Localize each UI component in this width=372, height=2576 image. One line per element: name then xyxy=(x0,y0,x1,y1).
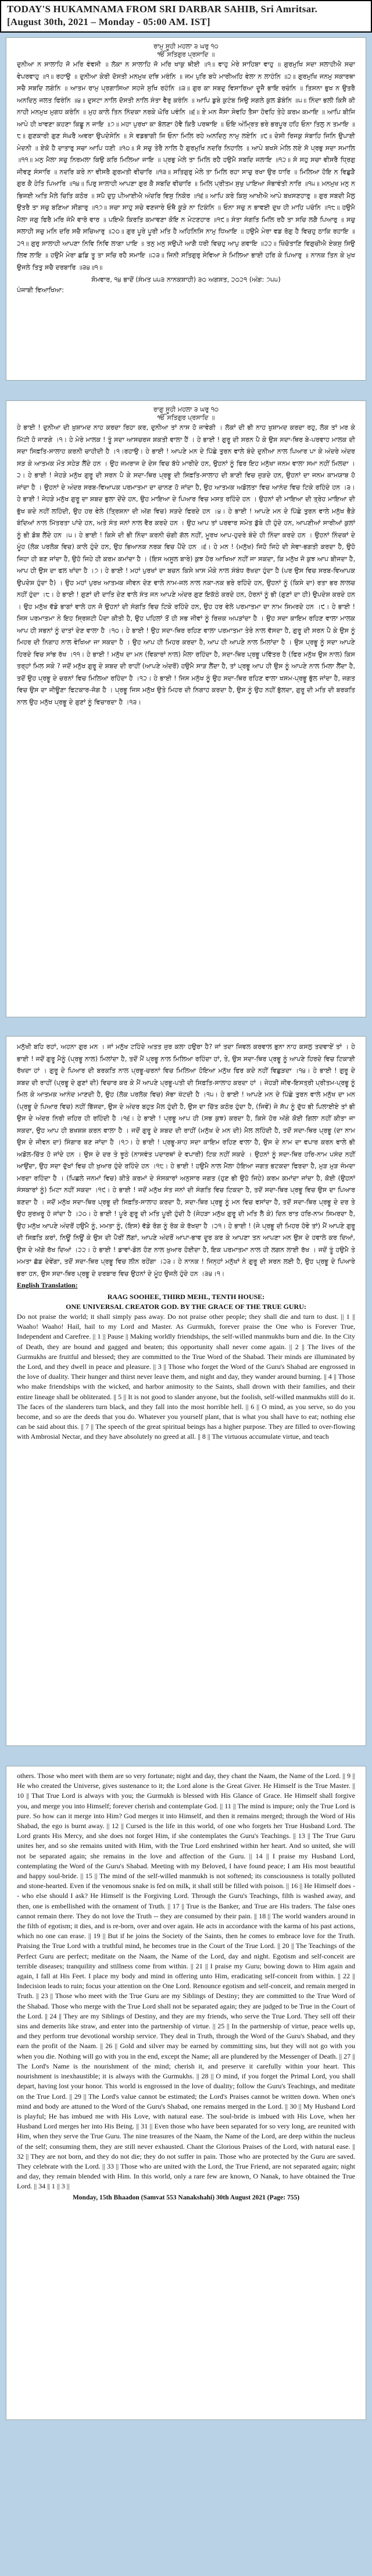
panel-gurbani xyxy=(6,37,366,381)
english-translation-continued: others. Those who meet with them are so very fortunate; night and day, they chant the Naam, the Name of the Lord. || 9 || He who created the Universe, gives sustenance to it; the Lord alone is the Great Giver. He Himself is the True Master. || 10 || That True Lord is always with you; the Gurmukh is blessed with His Glance of Grace. He Himself shall forgive you, and merge you into Himself; forever cherish and contemplate God. || 11 || The mind is impure; only the True Lord is pure. So how can it merge into Him? God merges it into Himself, and then it remains merged; through the Word of His Shabad, the ego is burnt away. || 12 || Cursed is the life in this world, of one who forgets her True Husband Lord. The Lord grants His Mercy, and she does not forget Him, if she contemplates the Guru's Teachings. || 13 || The True Guru unites her, and so she remains united with Him, with the True Lord enshrined within her heart. And so united, she will not be separated again; she remains in the love and affection of the Guru. || 14 || I praise my Husband Lord, contemplating the Word of the Guru's Shabad. Meeting with my Beloved, I have found peace; I am His most beautiful and happy soul-bride. || 15 || The mind of the self-willed manmukh is not softened; its consciousness is totally polluted and stone-hearted. Even if the venomous snake is fed on milk, it shall still be filled with poison. || 16 || He Himself does -- who else should I ask? He Himself is the Forgiving Lord. Through the Guru's Teachings, filth is washed away, and then, one is embellished with the ornament of Truth. || 17 || True is the Banker, and True are His traders. The false ones cannot remain there. They do not love the Truth -- they are consumed by their pain. || 18 || The world wanders around in the filth of egotism; it dies, and is re-born, over and over again. He acts in accordance with the karma of his past actions, which no one can erase. || 19 || But if he joins the Society of the Saints, then he comes to embrace love for the Truth. Praising the True Lord with a truthful mind, he becomes true in the Court of the True Lord. || 20 || The Teachings of the Perfect Guru are perfect; meditate on the Naam, the Name of the Lord, day and night. Egotism and self-conceit are terrible diseases; tranquility and stillness come from within. || 21 || I praise my Guru; bowing down to Him again and again, I fall at His Feet. I place my body and mind in offering unto Him, eradicating self-conceit from within. || 22 || Indecision leads to ruin; focus your attention on the One Lord. Renounce egotism and self-conceit, and remain merged in Truth. || 23 || Those who meet with the True Guru are my Siblings of Destiny; they are committed to the True Word of the Shabad. Those who merge with the True Lord shall not be separated again; they are judged to be True in the Court of the Lord. || 24 || They are my Siblings of Destiny, and they are my friends, who serve the True Lord. They sell off their sins and demerits like straw, and enter into the partnership of virtue. || 25 || In the partnership of virtue, peace wells up, and they perform true devotional worship service. They deal in Truth, through the Word of the Guru's Shabad, and they earn the profit of the Naam. || 26 || Gold and silver may be earned by committing sins, but they will not go with you when you die. Nothing will go with you in the end, except the Name; all are plundered by the Messenger of Death. || 27 || The Lord's Name is the nourishment of the mind; cherish it, and preserve it carefully within your heart. This nourishment is inexhaustible; it is always with the Gurmukhs. || 28 || O mind, if you forget the Primal Lord, you shall depart, having lost your honor. This world is engrossed in the love of duality; follow the Guru's Teachings, and meditate on the True Lord. || 29 || The Lord's value cannot be estimated; the Lord's Praises cannot be written down. When one's mind and body are attuned to the Word of the Guru's Shabad, one remains merged in the Lord. || 30 || My Husband Lord is playful; He has imbued me with His Love, with natural ease. The soul-bride is imbued with His Love, when her Husband Lord merges her into His Being. || 31 || Even those who have been separated for so very long, are reunited with Him, when they serve the True Guru. The nine treasures of the Naam, the Name of the Lord, are deep within the nucleus of the self; consuming them, they are still never exhausted. Chant the Glorious Praises of the Lord, with natural ease. || 32 || They are not born, and they do not die; they do not suffer in pain. Those who are protected by the Guru are saved. They celebrate with the Lord. || 33 || Those who are united with the Lord, the True Friend, are not separated again; night and day, they remain blended with Him. In this world, only a rare few are known, O Nanak, to have obtained the True Lord. || 34 || 1 || 3 || xyxy=(17,1772,355,2191)
english-translation-text: Do not praise the world; it shall simply pass away. Do not praise other people; they shall die and turn to dust. || 1 || Waaho! Waaho! Hail, hail to my Lord and Master. As Gurmukh, forever praise the One who is Forever True, Independent and Carefree. || 1 || Pause || Making worldly friendships, the self-willed manmukhs burn and die. In the City of Death, they are bound and gagged and beaten; this opportunity shall never come again. || 2 || The lives of the Gurmukhs are fruitful and blessed; they are committed to the True Word of the Shabad. Their minds are illuminated by the Lord, and they dwell in peace and pleasure. || 3 || Those who forget the Word of the Guru's Shabad are engrossed in the love of duality. Their hunger and thirst never leave them, and night and day, they wander around burning. || 4 || Those who make friendships with the wicked, and harbor animosity to the Saints, shall drown with their families, and their entire lineage shall be obliterated. || 5 || It is not good to slander anyone, but the foolish, self-willed manmukhs still do it. The faces of the slanderers turn black, and they fall into the most horrible hell. || 6 || O mind, as you serve, so do you become, and so are the deeds that you do. Whatever you yourself plant, that is what you shall have to eat; nothing else can be said about this. || 7 || The speech of the great spiritual beings has a higher purpose. They are filled to over-flowing with Ambrosial Nectar, and they have absolutely no greed at all. || 8 || The virtuous accumulate virtue, and teach xyxy=(17,1312,355,1441)
raag-heading-2: ਰਾਗੁ ਸੂਹੀ ਮਹਲਾ ੩ ਘਰੁ ੧੦ xyxy=(153,406,219,413)
panel-punjabi-explanation xyxy=(6,400,366,1017)
panel-explanation-continued xyxy=(6,1036,366,1746)
punjabi-explanation-text xyxy=(17,422,355,708)
page-date: [August 30th, 2021 – Monday - 05:00 AM. IST] xyxy=(7,16,210,27)
hukamnama-header xyxy=(0,0,372,33)
mool-mantar-line-2: ੴ ਸਤਿਗੁਰ ਪ੍ਰਸਾਦਿ ॥ xyxy=(157,414,215,421)
explanation-paragraph-2: ਮਨੁੱਖੀ ਬਹਿ ਰਹਾਂ, ਅਹਨਾ ਗੁਰ ਮਨ । ਜਾਂ ਮਨੁੱਖ ਟਹਿੰਦੇ ਅਤਤ ਜੁਰ ਕਲਾ ਹਉਰਾ ਹੈ? ਜਾਂ ਤਦਾ ਜਿਵਲ ਕਰਵਾਲ ਭੁਨਾ ਨਾਹ ਕਸਲੁ ਤਦਵਾਏਂ ਤਾਂ । ਹੇ ਭਾਈ ! ਜਦੋਂ ਗੁਰੂ ਮੈਨੂੰ (ਪ੍ਰਭੂ ਨਾਲ) ਮਿਲਾਂਦਾ ਹੈ, ਤਦੋਂ ਮੈਂ ਪ੍ਰਭੂ ਨਾਲ ਮਿਲਿਆ ਰਹਿੰਦਾ ਹਾਂ, ਤੇ, ਉਸ ਸਦਾ-ਥਿਰ ਪ੍ਰਭੂ ਨੂੰ ਆਪਣੇ ਹਿਰਦੇ ਵਿਚ ਟਿਕਾਈ ਰੱਖਦਾ ਹਾਂ । ਗੁਰੂ ਦੇ ਪਿਆਰ ਦੀ ਬਰਕਤਿ ਨਾਲ ਪ੍ਰਭੂ-ਚਰਨਾਂ ਵਿਚ ਮਿਲਿਆ ਹੋਇਆ ਮਨੁੱਖ ਫਿਰ ਕਦੇ ਨਹੀਂ ਵਿਛੁੜਦਾ ।੧੪। ਹੇ ਭਾਈ ! ਗੁਰੂ ਦੇ ਸ਼ਬਦ ਦੀ ਰਾਹੀਂ (ਪ੍ਰਭੂ ਦੇ ਗੁਣਾਂ ਦੀ) ਵਿਚਾਰ ਕਰ ਕੇ ਮੈਂ ਆਪਣੇ ਪ੍ਰਭੂ-ਪਤੀ ਦੀ ਸਿਫ਼ਤਿ-ਸਾਲਾਹ ਕਰਦਾ ਹਾਂ । ਜੇਹੜੀ ਜੀਵ-ਇਸਤ੍ਰੀ ਪ੍ਰੀਤਮ-ਪ੍ਰਭੂ ਨੂੰ ਮਿਲ ਕੇ ਆਤਮਕ ਆਨੰਦ ਮਾਣਦੀ ਹੈ, ਉਹ (ਲੋਕ ਪਰਲੋਕ ਵਿਚ) ਸੋਭਾ ਖੱਟਦੀ ਹੈ ।੧੫। ਹੇ ਭਾਈ ! ਆਪਣੇ ਮਨ ਦੇ ਪਿੱਛੇ ਤੁਰਨ ਵਾਲੇ ਮਨੁੱਖ ਦਾ ਮਨ (ਪ੍ਰਭੂ ਦੇ ਪਿਆਰ ਵਿਚ) ਨਹੀਂ ਭਿੱਜਦਾ, ਉਸ ਦੇ ਅੰਦਰ ਬਹੁਤ ਮੈਲ ਹੁੰਦੀ ਹੈ, ਉਸ ਦਾ ਚਿੱਤ ਕਠੋਰ ਹੁੰਦਾ ਹੈ, (ਜਿਵੇਂ) ਜੇ ਸੱਪ ਨੂੰ ਦੁੱਧ ਭੀ ਪਿਲਾਈਏ ਤਾਂ ਭੀ ਉਸ ਦੇ ਅੰਦਰ ਨਿਰੀ ਜ਼ਹਿਰ ਹੀ ਰਹਿੰਦੀ ਹੈ ।੧੬। ਹੇ ਭਾਈ ! ਪ੍ਰਭੂ ਆਪ ਹੀ (ਸਭ ਕੁਝ) ਕਰਦਾ ਹੈ, ਕਿਸੇ ਹੋਰ ਅੱਗੇ ਕੋਈ ਗਿਲਾ ਨਹੀਂ ਕੀਤਾ ਜਾ ਸਕਦਾ, ਉਹ ਆਪ ਹੀ ਬਖ਼ਸ਼ਸ਼ ਕਰਨ ਵਾਲਾ ਹੈ । ਜਦੋਂ ਗੁਰੂ ਦੇ ਸ਼ਬਦ ਦੀ ਰਾਹੀਂ (ਮਨੁੱਖ ਦੇ ਮਨ ਦੀ) ਮੈਲ ਲਹਿੰਦੀ ਹੈ, ਤਦੋਂ ਸਦਾ-ਥਿਰ ਪ੍ਰਭੂ (ਦਾ ਨਾਮ ਉਸ ਦੇ ਜੀਵਨ ਦਾ) ਸਿੰਗਾਰ ਬਣ ਜਾਂਦਾ ਹੈ ।੧੭। ਹੇ ਭਾਈ ! ਪ੍ਰਭੂ-ਸ਼ਾਹ ਸਦਾ ਕਾਇਮ ਰਹਿਣ ਵਾਲਾ ਹੈ, ਉਸ ਦੇ ਨਾਮ ਦਾ ਵਪਾਰ ਕਰਨ ਵਾਲੇ ਭੀ ਅਡੋਲ-ਚਿੱਤ ਹੋ ਜਾਂਦੇ ਹਨ । ਉਸ ਦੇ ਦਰ ਤੇ ਝੂਠੇ (ਨਾਸਵੰਤ ਪਦਾਰਥਾਂ ਦੇ ਵਪਾਰੀ) ਟਿਕ ਨਹੀਂ ਸਕਦੇ । ਉਹਨਾਂ ਨੂੰ ਸਦਾ-ਥਿਰ ਹਰਿ-ਨਾਮ ਪਸੰਦ ਨਹੀਂ ਆਉਂਦਾ, ਉਹ ਸਦਾ ਦੁੱਖਾਂ ਵਿਚ ਹੀ ਖ਼ੁਆਰ ਹੁੰਦੇ ਰਹਿੰਦੇ ਹਨ ।੧੮। ਹੇ ਭਾਈ ! ਹਉਮੈ ਨਾਲ ਮੈਲਾ ਹੋਇਆ ਜਗਤ ਭਟਕਦਾ ਫਿਰਦਾ ਹੈ, ਮੁੜ ਮੁੜ ਜੰਮਦਾ ਮਰਦਾ ਰਹਿੰਦਾ ਹੈ । (ਪਿਛਲੇ ਜਨਮਾਂ ਵਿਚ) ਕੀਤੇ ਕਰਮਾਂ ਦੇ ਸੰਸਕਾਰਾਂ ਅਨੁਸਾਰ ਜਗਤ (ਹੁਣ ਭੀ ਉਹੋ ਜਿਹੇ) ਕਰਮ ਕਮਾਂਦਾ ਜਾਂਦਾ ਹੈ, ਕੋਈ (ਉਹਨਾਂ ਸੰਸਕਾਰਾਂ ਨੂੰ) ਮਿਟਾ ਨਹੀਂ ਸਕਦਾ ।੧੯। ਹੇ ਭਾਈ ! ਜਦੋਂ ਮਨੁੱਖ ਸੰਤ ਜਨਾਂ ਦੀ ਸੰਗਤਿ ਵਿਚ ਟਿਕਦਾ ਹੈ, ਤਦੋਂ ਸਦਾ-ਥਿਰ ਪ੍ਰਭੂ ਵਿਚ ਉਸ ਦਾ ਪਿਆਰ ਬਣਦਾ ਹੈ । ਜਦੋਂ ਮਨੁੱਖ ਸਦਾ-ਥਿਰ ਪ੍ਰਭੂ ਦੀ ਸਿਫ਼ਤਿ-ਸਾਲਾਹ ਕਰਦਾ ਹੈ, ਸਦਾ-ਥਿਰ ਪ੍ਰਭੂ ਨੂੰ ਮਨ ਵਿਚ ਵਸਾਂਦਾ ਹੈ, ਤਦੋਂ ਸਦਾ-ਥਿਰ ਪ੍ਰਭੂ ਦੇ ਦਰ ਤੇ ਉਹ ਸੁਰਖ਼ਰੂ ਹੋ ਜਾਂਦਾ ਹੈ ।੨੦। ਹੇ ਭਾਈ ! ਪੂਰੇ ਗੁਰੂ ਦੀ ਮਤਿ ਪੂਰੀ ਹੁੰਦੀ ਹੈ (ਜੇਹੜਾ ਮਨੁੱਖ ਗੁਰੂ ਦੀ ਮਤਿ ਲੈ ਕੇ) ਦਿਨ ਰਾਤ ਹਰਿ-ਨਾਮ ਸਿਮਰਦਾ ਹੈ, ਉਹ ਮਨੁੱਖ ਆਪਣੇ ਅੰਦਰੋਂ ਹਉਮੈ ਨੂੰ, ਮਮਤਾ ਨੂੰ, (ਇਸ) ਵੱਡੇ ਰੋਗ ਨੂੰ ਰੋਕ ਕੇ ਰੱਖਦਾ ਹੈ ।੨੧। ਹੇ ਭਾਈ ! (ਜੇ ਪ੍ਰਭੂ ਦੀ ਮਿਹਰ ਹੋਵੇ ਤਾਂ) ਮੈਂ ਆਪਣੇ ਗੁਰੂ ਦੀ ਸਿਫ਼ਤਿ ਕਰਾਂ, ਨਿਊਂ ਨਿਊਂ ਕੇ ਉਸ ਦੀ ਪੈਰੀਂ ਲੱਗਾਂ, ਆਪਣੇ ਅੰਦਰੋਂ ਆਪਾ-ਭਾਵ ਦੂਰ ਕਰ ਕੇ ਆਪਣਾ ਤਨ ਆਪਣਾ ਮਨ ਉਸ ਦੇ ਹਵਾਲੇ ਕਰ ਦਿਆਂ, ਉਸ ਦੇ ਅੱਗੇ ਰੱਖ ਦਿਆਂ ।੨੨। ਹੇ ਭਾਈ ! ਡਾਵਾਂ-ਡੋਲ ਹੋਣ ਨਾਲ ਖ਼ੁਆਰ ਹੋਈਦਾ ਹੈ, ਇਕ ਪਰਮਾਤਮਾ ਨਾਲ ਹੀ ਲਗਨ ਲਾਈ ਰੱਖ । ਜਦੋਂ ਤੂੰ ਹਉਮੈ ਤੇ ਮਮਤਾ ਛੱਡ ਦੇਵੇਂਗਾ, ਤਦੋਂ ਸਦਾ-ਥਿਰ ਪ੍ਰਭੂ ਵਿਚ ਲੀਨ ਰਹੇਂਗਾ ।੨੩। ਹੇ ਨਾਨਕ ! ਜਿਨ੍ਹਾਂ ਮਨੁੱਖਾਂ ਨੇ ਗੁਰੂ ਦੀ ਸਰਨ ਲਈ ਹੈ, ਉਹ ਪ੍ਰਭੂ ਦੇ ਪਿਆਰੇ ਭਰਾ ਹਨ, ਉਸ ਸਦਾ-ਥਿਰ ਪ੍ਰਭੂ ਦੇ ਦਰਬਾਰ ਵਿਚ ਉਹਨਾਂ ਦੇ ਮੂੰਹ ਉਜਲੇ ਹੁੰਦੇ ਹਨ ।੩੪।੧। xyxy=(17,1043,355,1278)
punjabi-explanation-label: ਪੰਜਾਬੀ ਵਿਆਖਿਆ: xyxy=(17,286,65,294)
english-translation-label: English Translation: xyxy=(17,1281,78,1289)
english-invocation: ONE UNIVERSAL CREATOR GOD. BY THE GRACE OF THE TRUE GURU: xyxy=(66,1303,306,1311)
explanation-paragraph: ਹੇ ਭਾਈ ! ਦੁਨੀਆ ਦੀ ਖ਼ੁਸ਼ਾਮਦ ਨਾਹ ਕਰਦਾ ਰਿਹਾ ਕਰ, ਦੁਨੀਆ ਤਾਂ ਨਾਸ ਹੋ ਜਾਵੇਗੀ । ਲੋਕਾਂ ਦੀ ਭੀ ਨਾਹ ਖੁਸ਼ਾਮਦ ਕਰਦਾ ਰਹੁ, ਲੋਕ ਤਾਂ ਮਰ ਕੇ ਮਿੱਟੀ ਹੋ ਜਾਣਗੇ ।੧। ਹੇ ਮੇਰੇ ਮਾਲਕ ! ਤੂੰ ਸਦਾ ਆਸਚਰਜ ਸ਼ਕਤੀ ਵਾਲਾ ਹੈਂ । ਹੇ ਭਾਈ ! ਗੁਰੂ ਦੀ ਸਰਨ ਪੈ ਕੇ ਉਸ ਸਦਾ-ਥਿਰ ਬੇ-ਪਰਵਾਹ ਮਾਲਕ ਦੀ ਸਦਾ ਸਿਫ਼ਤਿ-ਸਾਲਾਹ ਕਰਨੀ ਚਾਹੀਦੀ ਹੈ ।੧।ਰਹਾਉ। ਹੇ ਭਾਈ ! ਆਪਣੇ ਮਨ ਦੇ ਪਿੱਛੇ ਤੁਰਨ ਵਾਲੇ ਬੰਦੇ ਦੁਨੀਆ ਨਾਲ ਪਿਆਰ ਪਾ ਕੇ ਅੰਦਰੇ ਅੰਦਰ ਸੜ ਕੇ ਆਤਮਕ ਮੌਤ ਸਹੇੜ ਲੈਂਦੇ ਹਨ । ਉਹ ਜਮਰਾਜ ਦੇ ਦੇਸ ਵਿਚ ਬੱਧੇ ਮਾਰੀਦੇ ਹਨ, ਉਹਨਾਂ ਨੂੰ ਫਿਰ ਇਹ ਮਨੁੱਖਾ ਜਨਮ ਵਾਲਾ ਸਮਾ ਨਹੀਂ ਮਿਲਦਾ ।੨। ਹੇ ਭਾਈ ! ਜੇਹੜੇ ਮਨੁੱਖ ਗੁਰੂ ਦੀ ਸਰਨ ਪੈ ਕੇ ਸਦਾ-ਥਿਰ ਪ੍ਰਭੂ ਦੀ ਸਿਫ਼ਤਿ-ਸਾਲਾਹ ਦੀ ਬਾਣੀ ਵਿਚ ਜੁੜਦੇ ਹਨ, ਉਹਨਾਂ ਦਾ ਜਨਮ ਕਾਮਯਾਬ ਹੋ ਜਾਂਦਾ ਹੈ । ਉਹਨਾਂ ਦੇ ਅੰਦਰ ਸਰਬ-ਵਿਆਪਕ ਪਰਮਾਤਮਾ ਦਾ ਚਾਨਣ ਹੋ ਜਾਂਦਾ ਹੈ, ਉਹ ਆਤਮਕ ਅਡੋਲਤਾ ਵਿਚ ਆਨੰਦ ਵਿਚ ਟਿਕੇ ਰਹਿੰਦੇ ਹਨ ।੩। ਹੇ ਭਾਈ ! ਜੇਹੜੇ ਮਨੁੱਖ ਗੁਰੂ ਦਾ ਸ਼ਬਦ ਭੁਲਾ ਦੇਂਦੇ ਹਨ, ਉਹ ਮਾਇਆ ਦੇ ਪਿਆਰ ਵਿਚ ਮਸਤ ਰਹਿੰਦੇ ਹਨ । ਉਹਨਾਂ ਦੀ ਮਾਇਆ ਦੀ ਤ੍ਰੇਹ ਮਾਇਆ ਦੀ ਭੁੱਖ ਕਦੇ ਨਹੀਂ ਲਹਿੰਦੀ, ਉਹ ਹਰ ਵੇਲੇ (ਤ੍ਰਿਸ਼ਨਾ ਦੀ ਅੱਗ ਵਿਚ) ਸੜਦੇ ਫਿਰਦੇ ਹਨ ।੪। ਹੇ ਭਾਈ ! ਆਪਣੇ ਮਨ ਦੇ ਪਿੱਛੇ ਤੁਰਨ ਵਾਲੇ ਮਨੁੱਖ ਭੈੜੇ ਬੰਦਿਆਂ ਨਾਲ ਮਿੱਤਰਤਾ ਪਾਂਦੇ ਹਨ, ਅਤੇ ਸੰਤ ਜਨਾਂ ਨਾਲ ਵੈਰ ਕਰਦੇ ਹਨ । ਉਹ ਆਪ ਤਾਂ ਪਰਵਾਰ ਸਮੇਤ ਡੁੱਬੇ ਹੀ ਹੁੰਦੇ ਹਨ, ਆਪਣੀਆਂ ਸਾਰੀਆਂ ਕੁਲਾਂ ਨੂੰ ਭੀ ਡੋਬ ਲੈਂਦੇ ਹਨ ।੫। ਹੇ ਭਾਈ ! ਕਿਸੇ ਦੀ ਭੀ ਨਿੰਦਾ ਕਰਨੀ ਚੰਗੀ ਗੱਲ ਨਹੀਂ, ਮੂਰਖ ਆਪ-ਹੁਦਰੇ ਬੰਦੇ ਹੀ ਨਿੰਦਾ ਕਰਦੇ ਹਨ । ਉਹਨਾਂ ਨਿੰਦਕਾਂ ਦੇ ਮੂੰਹ (ਲੋਕ ਪਰਲੋਕ ਵਿਚ) ਕਾਲੇ ਹੁੰਦੇ ਹਨ, ਉਹ ਭਿਆਨਕ ਨਰਕ ਵਿਚ ਪੈਂਦੇ ਹਨ ।੬। ਹੇ ਮਨ ! (ਮਨੁੱਖ) ਜਿਹੋ ਜਿਹੇ ਦੀ ਸੇਵਾ-ਭਗਤੀ ਕਰਦਾ ਹੈ, ਉਹੋ ਜਿਹਾ ਹੀ ਬਣ ਜਾਂਦਾ ਹੈ, ਉਹੋ ਜਿਹੇ ਹੀ ਕਰਮ ਕਮਾਂਦਾ ਹੈ । (ਇਸ ਅਸੂਲ ਬਾਰੇ) ਕੁਝ ਹੋਰ ਆਖਿਆ ਨਹੀਂ ਜਾ ਸਕਦਾ, ਕਿ ਮਨੁੱਖ ਜੋ ਕੁਝ ਆਪ ਬੀਜਦਾ ਹੈ, ਆਪ ਹੀ ਉਸ ਦਾ ਫਲ ਖਾਂਦਾ ਹੈ ।੭। ਹੇ ਭਾਈ ! ਮਹਾਂ ਪੁਰਖਾਂ ਦਾ ਬਚਨ ਕਿਸੇ ਖ਼ਾਸ ਮੌਕੇ ਨਾਲ ਸੰਬੰਧ ਰੱਖਦਾ ਹੁੰਦਾ ਹੈ (ਪਰ ਉਸ ਵਿਚ ਸਰਬ-ਵਿਆਪਕ ਉਪਦੇਸ਼ ਹੁੰਦਾ ਹੈ) । ਉਹ ਮਹਾਂ ਪੁਰਖ ਆਤਮਕ ਜੀਵਨ ਦੇਣ ਵਾਲੇ ਨਾਮ-ਜਲ ਨਾਲ ਨਕਾ-ਨਕ ਭਰੇ ਰਹਿੰਦੇ ਹਨ, ਉਹਨਾਂ ਨੂੰ (ਕਿਸੇ ਦਾ) ਰਤਾ ਭਰ ਲਾਲਚ ਨਹੀਂ ਹੁੰਦਾ ।੮। ਹੇ ਭਾਈ ! ਗੁਣਾਂ ਦੀ ਦਾਤਿ ਦੇਣ ਵਾਲੇ ਸੰਤ ਜਨ ਆਪਣੇ ਅੰਦਰ ਗੁਣ ਇਕੱਠੇ ਕਰਦੇ ਹਨ, ਹੋਰਨਾਂ ਨੂੰ ਭੀ (ਗੁਣਾਂ ਦਾ ਹੀ) ਉਪਦੇਸ਼ ਕਰਦੇ ਹਨ । ਉਹ ਮਨੁੱਖ ਵੱਡੇ ਭਾਗਾਂ ਵਾਲੇ ਹਨ ਜੋ ਉਹਨਾਂ ਦੀ ਸੰਗਤਿ ਵਿਚ ਟਿਕੇ ਰਹਿੰਦੇ ਹਨ, ਉਹ ਹਰ ਵੇਲੇ ਪਰਮਾਤਮਾ ਦਾ ਨਾਮ ਸਿਮਰਦੇ ਹਨ ।੯। ਹੇ ਭਾਈ ! ਜਿਸ ਪਰਮਾਤਮਾ ਨੇ ਇਹ ਸ੍ਰਿਸ਼ਟੀ ਪੈਦਾ ਕੀਤੀ ਹੈ, ਉਹ ਪਹਿਲਾਂ ਤੋਂ ਹੀ ਸਭ ਜੀਵਾਂ ਨੂੰ ਰਿਜ਼ਕ ਅਪੜਾਂਦਾ ਹੈ । ਉਹ ਸਦਾ ਕਾਇਮ ਰਹਿਣ ਵਾਲਾ ਮਾਲਕ ਆਪ ਹੀ ਸਭਨਾਂ ਨੂੰ ਦਾਤਾਂ ਦੇਣ ਵਾਲਾ ਹੈ ।੧੦। ਹੇ ਭਾਈ ! ਉਹ ਸਦਾ-ਥਿਰ ਰਹਿਣ ਵਾਲਾ ਪਰਮਾਤਮਾ ਤੇਰੇ ਨਾਲ ਵੱਸਦਾ ਹੈ, ਗੁਰੂ ਦੀ ਸਰਨ ਪੈ ਕੇ ਉਸ ਨੂੰ ਮਿਹਰ ਦੀ ਨਿਗਾਹ ਨਾਲ ਵੇਖਿਆ ਜਾ ਸਕਦਾ ਹੈ । ਉਹ ਆਪ ਹੀ ਮਿਹਰ ਕਰਦਾ ਹੈ, ਆਪ ਹੀ ਆਪਣੇ ਨਾਲ ਮਿਲਾਂਦਾ ਹੈ । ਉਸ ਪ੍ਰਭੂ ਨੂੰ ਸਦਾ ਆਪਣੇ ਹਿਰਦੇ ਵਿਚ ਸਾਂਭ ਰੱਖ ।੧੧। ਹੇ ਭਾਈ ! ਮਨੁੱਖ ਦਾ ਮਨ (ਵਿਕਾਰਾਂ ਨਾਲ) ਮੈਲਾ ਰਹਿੰਦਾ ਹੈ, ਸਦਾ-ਥਿਰ ਪ੍ਰਭੂ ਪਵਿੱਤਰ ਹੈ (ਫਿਰ ਮਨੁੱਖ ਉਸ ਨਾਲ) ਕਿਸ ਤਰ੍ਹਾਂ ਮਿਲ ਸਕੇ ? ਜਦੋਂ ਮਨੁੱਖ ਗੁਰੂ ਦੇ ਸ਼ਬਦ ਦੀ ਰਾਹੀਂ (ਆਪਣੇ ਅੰਦਰੋਂ) ਹਉਮੈ ਸਾੜ ਲੈਂਦਾ ਹੈ, ਤਾਂ ਪ੍ਰਭੂ ਆਪ ਹੀ ਉਸ ਨੂੰ ਆਪਣੇ ਨਾਲ ਮਿਲਾ ਲੈਂਦਾ ਹੈ, ਤਦੋਂ ਉਹ ਪ੍ਰਭੂ ਦੇ ਚਰਨਾਂ ਵਿਚ ਮਿਲਿਆ ਰਹਿੰਦਾ ਹੈ ।੧੨। ਹੇ ਭਾਈ ! ਜਿਸ ਮਨੁੱਖ ਨੂੰ ਉਹ ਸਦਾ-ਥਿਰ ਰਹਿਣ ਵਾਲਾ ਖਸਮ-ਪ੍ਰਭੂ ਭੁੱਲ ਜਾਂਦਾ ਹੈ, ਜਗਤ ਵਿਚ ਉਸ ਦਾ ਜੀਊਣਾ ਫਿਟਕਾਰ-ਜੋਗ ਹੈ । ਪ੍ਰਭੂ ਜਿਸ ਮਨੁੱਖ ਉਤੇ ਮਿਹਰ ਦੀ ਨਿਗਾਹ ਕਰਦਾ ਹੈ, ਉਸ ਨੂੰ ਉਹ ਨਹੀਂ ਭੁੱਲਦਾ, ਗੁਰੂ ਦੀ ਮਤਿ ਦੀ ਬਰਕਤਿ ਨਾਲ ਉਹ ਮਨੁੱਖ ਪ੍ਰਭੂ ਦੇ ਗੁਣਾਂ ਨੂੰ ਵਿਚਾਰਦਾ ਹੈ ।੧੩। xyxy=(17,424,355,706)
mool-mantar-line: ੴ ਸਤਿਗੁਰ ਪ੍ਰਸਾਦਿ ॥ xyxy=(157,51,215,58)
english-date-line: Monday, 15th Bhaadon (Samvat 553 Nanakshahi) 30th August 2021 (Page: 755) xyxy=(72,2194,300,2201)
raag-heading: ਰਾਮੁ ਸੂਹੀ ਮਹਲਾ ੩ ਘਰੁ ੧੦ xyxy=(153,42,219,50)
gurbani-text xyxy=(17,59,355,274)
english-raag-title: RAAG SOOHEE, THIRD MEHL, TENTH HOUSE: xyxy=(107,1293,265,1301)
page-title: TODAY'S HUKAMNAMA FROM SRI DARBAR SAHIB, Sri Amritsar. xyxy=(7,3,317,15)
gurbani-paragraph: ਦੁਨੀਆ ਨ ਸਾਲਾਹਿ ਜੋ ਮਰਿ ਵੰਞਸੀ ॥ ਲੋਕਾ ਨ ਸਾਲਾਹਿ ਜੋ ਮਰਿ ਖਾਕੁ ਥੀਈ ॥੧॥ ਵਾਹੁ ਮੇਰੇ ਸਾਹਿਬਾ ਵਾਹੁ ॥ ਗੁਰਮੁਖਿ ਸਦਾ ਸਲਾਹੀਐ ਸਚਾ ਵੇਪਰਵਾਹੁ ॥੧॥ ਰਹਾਉ ॥ ਦੁਨੀਆ ਕੇਰੀ ਦੋਸਤੀ ਮਨਮੁਖ ਦਝਿ ਮਰੰਨਿ ॥ ਜਮ ਪੁਰਿ ਬਧੇ ਮਾਰੀਅਹਿ ਵੇਲਾ ਨ ਲਾਹੰਨਿ ॥੨॥ ਗੁਰਮੁਖਿ ਜਨਮੁ ਸਕਾਰਥਾ ਸਚੈ ਸਬਦਿ ਲਗੰਨਿ ॥ ਆਤਮ ਰਾਮੁ ਪ੍ਰਗਾਸਿਆ ਸਹਜੇ ਸੁਖਿ ਰਹੰਨਿ ॥੩॥ ਗੁਰ ਕਾ ਸਬਦੁ ਵਿਸਾਰਿਆ ਦੂਜੈ ਭਾਇ ਰਚੰਨਿ ॥ ਤਿਸਨਾ ਭੁਖ ਨ ਉਤਰੈ ਅਨਦਿਨੁ ਜਲਤ ਫਿਰੰਨਿ ॥੪॥ ਦੁਸਟਾ ਨਾਲਿ ਦੋਸਤੀ ਨਾਲਿ ਸੰਤਾ ਵੈਰੁ ਕਰੰਨਿ ॥ ਆਪਿ ਡੁਬੇ ਕੁਟੰਬ ਸਿਉ ਸਗਲੇ ਕੁਲ ਡੋਬੰਨਿ ॥੫॥ ਨਿੰਦਾ ਭਲੀ ਕਿਸੈ ਕੀ ਨਾਹੀ ਮਨਮੁਖ ਮੁਗਧ ਕਰੰਨਿ ॥ ਮੁਹ ਕਾਲੇ ਤਿਨ ਨਿੰਦਕਾ ਨਰਕੇ ਘੋਰਿ ਪਵੰਨਿ ॥੬॥ ਏ ਮਨ ਜੈਸਾ ਸੇਵਹਿ ਤੈਸਾ ਹੋਵਹਿ ਤੇਹੇ ਕਰਮ ਕਮਾਇ ॥ ਆਪਿ ਬੀਜਿ ਆਪੇ ਹੀ ਖਾਵਣਾ ਕਹਣਾ ਕਿਛੂ ਨ ਜਾਇ ॥੭॥ ਮਹਾ ਪੁਰਖਾ ਕਾ ਬੋਲਣਾ ਹੋਵੈ ਕਿਤੈ ਪਰਥਾਇ ॥ ਓਇ ਅੰਮ੍ਰਿਤ ਭਰੇ ਭਰਪੂਰ ਹਹਿ ਓਨਾ ਤਿਲੁ ਨ ਤਮਾਇ ॥੮॥ ਗੁਣਕਾਰੀ ਗੁਣ ਸੰਘਰੈ ਅਵਰਾ ਉਪਦੇਸੇਨਿ ॥ ਸੇ ਵਡਭਾਗੀ ਜਿ ਓਨਾ ਮਿਲਿ ਰਹੇ ਅਨਦਿਨੁ ਨਾਮੁ ਲਏਨਿ ॥੯॥ ਦੇਸੀ ਰਿਜਕੁ ਸੰਬਾਹਿ ਜਿਨਿ ਉਪਾਈ ਮੇਦਨੀ ॥ ਏਕੋ ਹੈ ਦਾਤਾਰੁ ਸਚਾ ਆਪਿ ਧਣੀ ॥੧੦॥ ਸੋ ਸਚੁ ਤੇਰੈ ਨਾਲਿ ਹੈ ਗੁਰਮੁਖਿ ਨਦਰਿ ਨਿਹਾਲਿ ॥ ਆਪੇ ਬਖਸੇ ਮੇਲਿ ਲਏ ਸੋ ਪ੍ਰਭੁ ਸਦਾ ਸਮਾਲਿ ॥੧੧॥ ਮਨੁ ਮੈਲਾ ਸਚੁ ਨਿਰਮਲਾ ਕਿਉ ਕਰਿ ਮਿਲਿਆ ਜਾਇ ॥ ਪ੍ਰਭੁ ਮੇਲੇ ਤਾ ਮਿਲਿ ਰਹੈ ਹਉਮੈ ਸਬਦਿ ਜਲਾਇ ॥੧੨॥ ਸੋ ਸਹੁ ਸਚਾ ਵੀਸਰੈ ਧ੍ਰਿਗੁ ਜੀਵਣੁ ਸੰਸਾਰਿ ॥ ਨਦਰਿ ਕਰੇ ਨਾ ਵੀਸਰੈ ਗੁਰਮਤੀ ਵੀਚਾਰਿ ॥੧੩॥ ਸਤਿਗੁਰੁ ਮੇਲੇ ਤਾ ਮਿਲਿ ਰਹਾ ਸਾਚੁ ਰਖਾ ਉਰ ਧਾਰਿ ॥ ਮਿਲਿਆ ਹੋਇ ਨ ਵਿਛੁੜੈ ਗੁਰ ਕੈ ਹੇਤਿ ਪਿਆਰਿ ॥੧੪॥ ਪਿਰੁ ਸਾਲਾਹੀ ਆਪਣਾ ਗੁਰ ਕੈ ਸਬਦਿ ਵੀਚਾਰਿ ॥ ਮਿਲਿ ਪ੍ਰੀਤਮ ਸੁਖੁ ਪਾਇਆ ਸੋਭਾਵੰਤੀ ਨਾਰਿ ॥੧੫॥ ਮਨਮੁਖ ਮਨੁ ਨ ਭਿਜਈ ਅਤਿ ਮੈਲੇ ਚਿਤਿ ਕਠੋਰ ॥ ਸਪੈ ਦੁਧੁ ਪੀਆਈਐ ਅੰਦਰਿ ਵਿਸੁ ਨਿਕੋਰ ॥੧੬॥ ਆਪਿ ਕਰੇ ਕਿਸੁ ਆਖੀਐ ਆਪੇ ਬਖਸਣਹਾਰੁ ॥ ਗੁਰ ਸਬਦੀ ਮੈਲੁ ਉਤਰੈ ਤਾ ਸਚੁ ਬਣਿਆ ਸੀਗਾਰੁ ॥੧੭॥ ਸਚਾ ਸਾਹੁ ਸਚੇ ਵਣਜਾਰੇ ਓਥੈ ਕੂੜੇ ਨਾ ਟਿਕੰਨਿ ॥ ਓਨਾ ਸਚੁ ਨ ਭਾਵਈ ਦੁਖ ਹੀ ਮਾਹਿ ਪਚੰਨਿ ॥੧੮॥ ਹਉਮੈ ਮੈਲਾ ਜਗੁ ਫਿਰੈ ਮਰਿ ਜੰਮੈ ਵਾਰੋ ਵਾਰ ॥ ਪਇਐ ਕਿਰਤਿ ਕਮਾਵਣਾ ਕੋਇ ਨ ਮੇਟਣਹਾਰ ॥੧੯॥ ਸੰਤਾ ਸੰਗਤਿ ਮਿਲਿ ਰਹੈ ਤਾ ਸਚਿ ਲਗੈ ਪਿਆਰੁ ॥ ਸਚੁ ਸਲਾਹੀ ਸਚੁ ਮਨਿ ਦਰਿ ਸਚੈ ਸਚਿਆਰੁ ॥੨੦॥ ਗੁਰ ਪੂਰੇ ਪੂਰੀ ਮਤਿ ਹੈ ਅਹਿਨਿਸਿ ਨਾਮੁ ਧਿਆਇ ॥ ਹਉਮੈ ਮੇਰਾ ਵਡ ਰੋਗੁ ਹੈ ਵਿਚਹੁ ਠਾਕਿ ਰਹਾਇ ॥੨੧॥ ਗੁਰੁ ਸਾਲਾਹੀ ਆਪਣਾ ਨਿਵਿ ਨਿਵਿ ਲਾਗਾ ਪਾਇ ॥ ਤਨੁ ਮਨੁ ਸਉਪੀ ਆਗੈ ਧਰੀ ਵਿਚਹੁ ਆਪੁ ਗਵਾਇ ॥੨੨॥ ਖਿੰਚੋਤਾਣਿ ਵਿਗੁਚੀਐ ਏਕਸੁ ਸਿਉ ਲਿਵ ਲਾਇ ॥ ਹਉਮੈ ਮੇਰਾ ਛਡਿ ਤੂ ਤਾ ਸਚਿ ਰਹੈ ਸਮਾਇ ॥੨੩॥ ਜਿਨੀ ਸਤਿਗੁਰੁ ਸੇਵਿਆ ਸੇ ਮਿਲਿਆ ਭਾਈ ਹਰਿ ਕੇ ਪਿਆਰੁ ॥ ਨਾਨਕ ਤਿਨ ਕੇ ਮੁਖ ਉਜਲੇ ਤਿਤੁ ਸਚੈ ਦਰਬਾਰਿ ॥੩੪॥੧॥ xyxy=(17,61,355,271)
punjabi-date-line: ਸੋਮਵਾਰ, ੧੪ ਭਾਦੋਂ (ਸੰਮਤ ੫੫੩ ਨਾਨਕਸ਼ਾਹੀ) ੩੦ ਅਗਸਤ, ੨੦੨੧ (ਅੰਗ: ੭੫੫) xyxy=(91,276,281,283)
panel-english-continued xyxy=(6,1766,366,2420)
punjabi-explanation-continued xyxy=(17,1041,355,1280)
